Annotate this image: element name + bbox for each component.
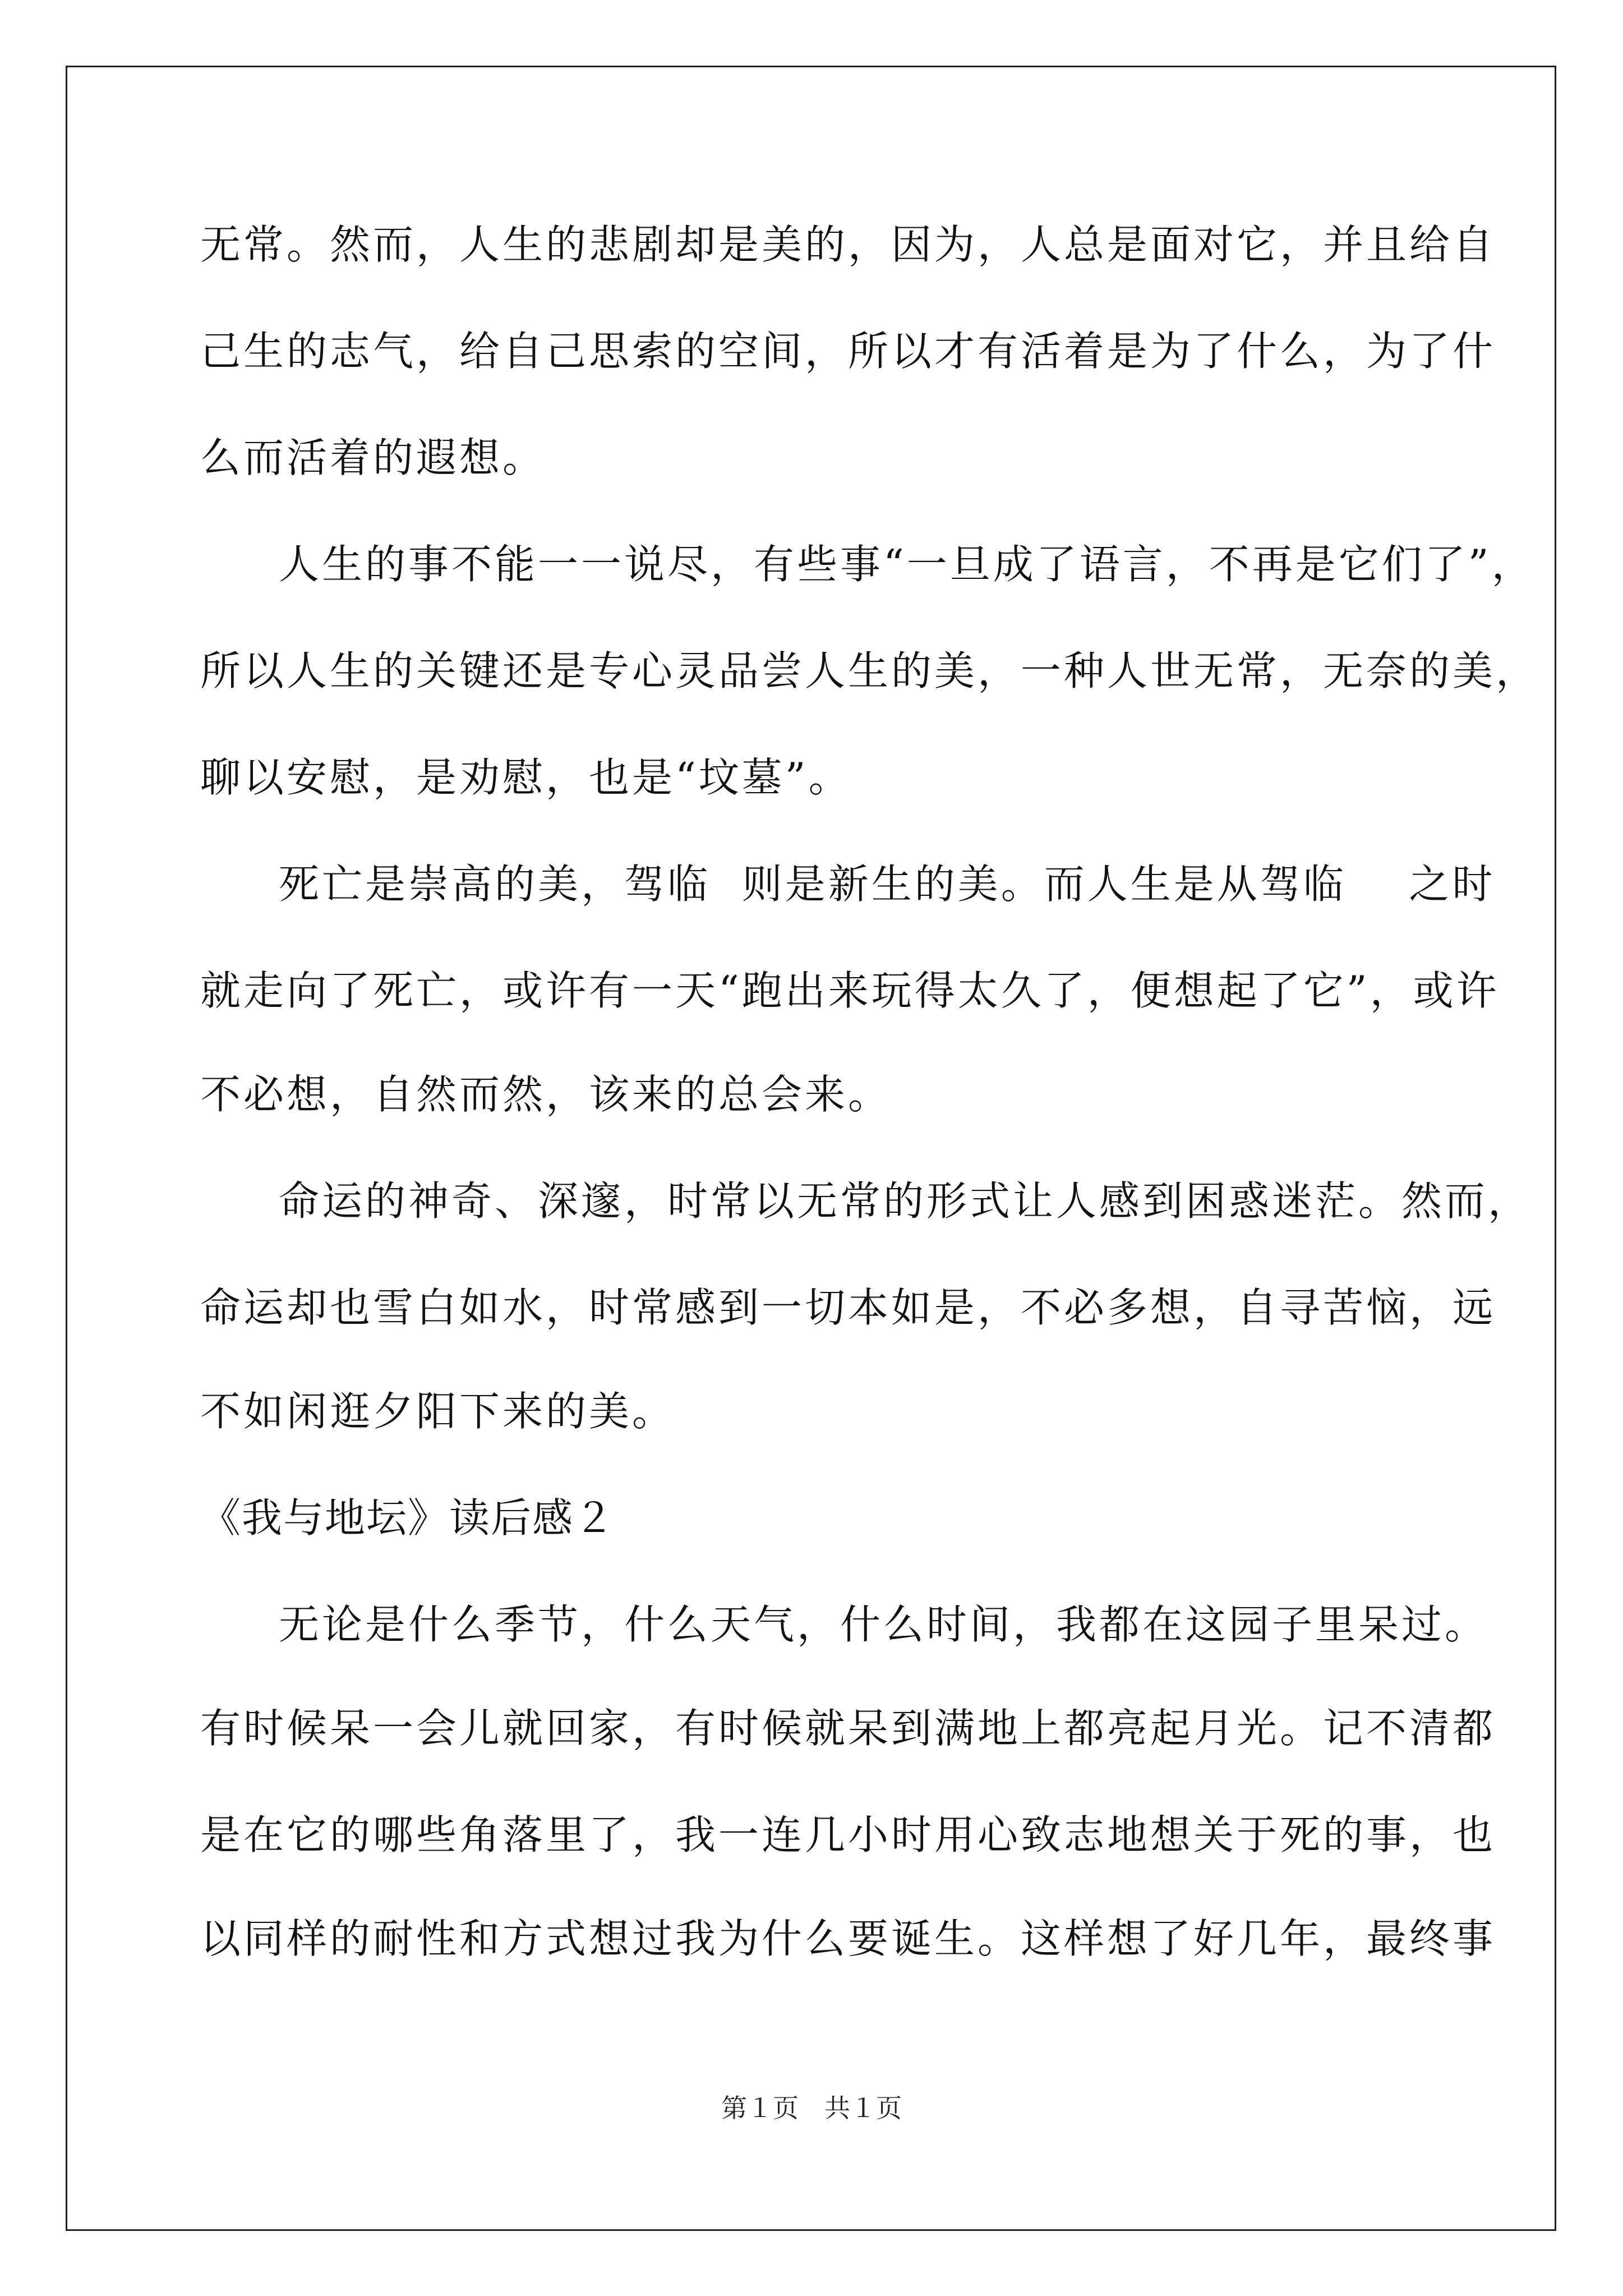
text-line: 己生的志气，给自己思索的空间，所以才有活着是为了什么，为了什 [200, 328, 1496, 375]
text-line: 所以人生的关键还是专心灵品尝人生的美，一种人世无常，无奈的美， [200, 647, 1539, 694]
section-heading: 《我与地坛》读后感２ [200, 1494, 616, 1542]
text-line: 以同样的耐性和方式想过我为什么要诞生。这样想了好几年，最终事 [200, 1915, 1496, 1962]
text-line: 人生的事不能一一说尽，有些事“一旦成了语言，不再是它们了”， [279, 541, 1535, 588]
text-line: 不如闲逛夕阳下来的美。 [200, 1388, 676, 1435]
text-line: 命运的神奇、深邃，时常以无常的形式让人感到困惑迷茫。然而， [279, 1177, 1532, 1225]
text-line: 是在它的哪些角落里了，我一连几小时用心致志地想关于死的事，也 [200, 1811, 1496, 1858]
text-line: 就走向了死亡，或许有一天“跑出来玩得太久了，便想起了它”，或许 [200, 967, 1500, 1014]
text-line: 有时候呆一会儿就回家，有时候就呆到满地上都亮起月光。记不清都 [200, 1705, 1496, 1752]
text-line: 无常。然而，人生的悲剧却是美的，因为，人总是面对它，并且给自 [200, 221, 1496, 268]
text-line: 聊以安慰，是劝慰，也是“坟墓”。 [200, 754, 852, 801]
page-number-footer: 第１页 共１页 [721, 2093, 902, 2123]
text-line: 么而活着的遐想。 [200, 434, 546, 481]
page-border [66, 66, 1556, 2231]
text-line: 死亡是崇高的美，驾临 则是新生的美。而人生是从驾临 之时 [279, 861, 1496, 908]
text-line: 不必想，自然而然，该来的总会来。 [200, 1071, 892, 1118]
text-line: 无论是什么季节，什么天气，什么时间，我都在这园子里呆过。 [279, 1601, 1488, 1648]
text-line: 命运却也雪白如水，时常感到一切本如是，不必多想，自寻苦恼，远 [200, 1284, 1496, 1331]
